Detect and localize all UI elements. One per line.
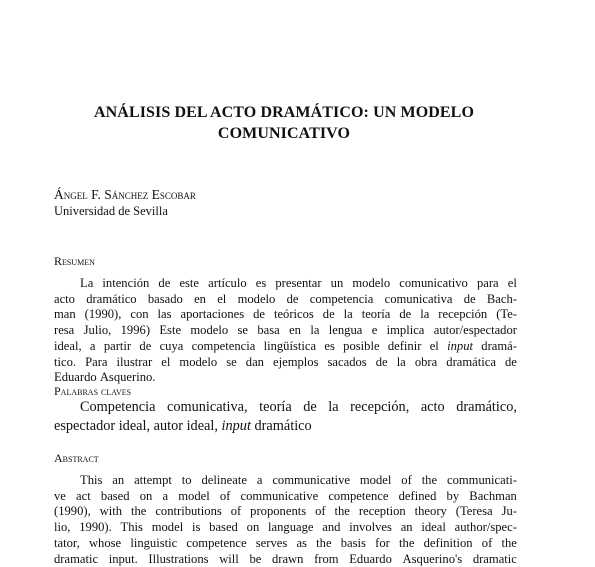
word: Este: [159, 323, 182, 338]
word: will: [219, 551, 239, 566]
word: the: [334, 504, 350, 519]
word: Illustrations: [148, 551, 209, 566]
word: linguistic: [130, 535, 178, 550]
keywords-line-2-suffix: dramático: [254, 418, 312, 434]
word: basa: [257, 323, 280, 338]
word: be: [249, 551, 262, 566]
word: reception: [358, 504, 406, 519]
word: Bachman: [469, 488, 517, 503]
abstract-line: [54, 552, 517, 567]
word: de: [504, 354, 517, 369]
word: Bach-: [486, 291, 517, 306]
word: Julio,: [83, 323, 112, 338]
word: de: [253, 307, 265, 322]
word: de: [463, 291, 476, 306]
keywords-line-2: [54, 417, 517, 436]
resumen-paragraph: [54, 276, 517, 386]
abstract-line: [54, 536, 517, 552]
word: Asquerino's: [402, 551, 463, 566]
word: recepción: [438, 307, 488, 322]
paper-title: [40, 102, 528, 144]
word: obra: [414, 354, 438, 369]
word: an: [112, 473, 125, 487]
word: resa: [54, 323, 75, 338]
word: competencia: [191, 338, 256, 353]
word: de: [286, 291, 299, 306]
word: whose: [88, 535, 122, 550]
word: partir: [103, 338, 132, 353]
word: la: [343, 307, 353, 322]
word: artículo: [208, 276, 247, 290]
word: dan: [245, 354, 264, 369]
word: modelo: [237, 291, 276, 306]
word: posible: [343, 338, 380, 353]
word: la: [310, 323, 320, 338]
word: lio,: [54, 520, 71, 535]
word: competence: [186, 535, 247, 550]
resumen-input-italic: input: [447, 338, 473, 353]
word: el: [161, 354, 171, 369]
word: of: [401, 473, 412, 487]
word: cuya: [159, 338, 184, 353]
word: attempt: [134, 473, 172, 487]
word: dramático: [86, 291, 137, 306]
paper-title-line-2: COMUNICATIVO: [217, 125, 351, 142]
word: based: [209, 520, 238, 535]
word: basado: [147, 291, 183, 306]
word: ideal: [421, 520, 446, 535]
word: Eduardo: [349, 551, 392, 566]
word: on: [139, 488, 153, 503]
word: aportaciones: [180, 307, 245, 322]
word: as: [296, 535, 307, 550]
word: teoría: [361, 307, 391, 322]
word: model: [178, 488, 210, 503]
word: on: [246, 520, 260, 535]
word: un: [330, 276, 344, 290]
word: ve: [54, 488, 66, 503]
abstract-line: [54, 489, 517, 505]
word: involves: [349, 520, 392, 535]
word: en: [194, 291, 206, 306]
author-affiliation: Universidad de Sevilla: [54, 204, 168, 218]
word: the: [316, 535, 332, 550]
word: Eduardo: [54, 370, 97, 385]
word: para: [476, 276, 499, 290]
author-name: Ángel F. Sánchez Escobar: [54, 187, 196, 202]
word: es: [324, 338, 335, 353]
word: se: [237, 323, 249, 338]
word: ilustrar: [116, 354, 153, 369]
word: implica: [386, 323, 425, 338]
word: contributions: [155, 504, 222, 519]
word: presentar: [275, 276, 322, 290]
palabras-claves-heading: Palabras claves: [54, 384, 132, 398]
keywords-line-2-prefix: espectador ideal, autor ideal,: [54, 418, 218, 434]
word: Asquerino.: [99, 370, 156, 385]
word: of: [481, 535, 493, 550]
word: a: [162, 488, 169, 503]
word: proponents: [250, 504, 307, 519]
word: from: [314, 551, 339, 566]
word: con: [130, 307, 149, 322]
word: de: [303, 399, 317, 415]
word: with: [99, 504, 123, 519]
word: definition: [423, 535, 473, 550]
word: defined: [398, 488, 437, 503]
word: Competencia: [80, 399, 156, 415]
word: de: [399, 307, 412, 322]
word: of: [315, 504, 326, 519]
word: theory: [414, 504, 447, 519]
word: autor/espectador: [433, 323, 517, 338]
abstract-heading: Abstract: [54, 451, 99, 465]
word: el: [507, 276, 517, 290]
word: este: [179, 276, 200, 290]
word: 1990).: [79, 520, 112, 535]
word: act: [76, 488, 91, 503]
word: competencia: [309, 291, 374, 306]
word: the: [501, 535, 517, 550]
word: Ju-: [501, 504, 517, 519]
word: ideal,: [54, 338, 82, 353]
word: la: [420, 307, 430, 322]
word: tico.: [54, 354, 77, 369]
resumen-line: [54, 355, 517, 371]
word: (1990),: [54, 504, 91, 519]
abstract-line: [54, 520, 517, 536]
word: to: [181, 473, 192, 487]
word: input.: [108, 551, 138, 566]
word: communicative: [272, 473, 350, 487]
word: las: [157, 307, 172, 322]
word: and: [322, 520, 341, 535]
word: teoría: [259, 399, 292, 415]
resumen-line: [54, 307, 517, 323]
word: acto: [420, 399, 445, 415]
word: competence: [328, 488, 389, 503]
paper-title-line-1: ANÁLISIS DEL ACTO DRAMÁTICO: UN MODELO: [93, 104, 474, 121]
word: tator,: [54, 535, 80, 550]
word: serves: [255, 535, 288, 550]
word: the: [421, 473, 438, 487]
word: comunicativa: [384, 291, 453, 306]
word: el: [217, 291, 227, 306]
word: es: [255, 276, 267, 290]
word: basis: [340, 535, 366, 550]
word: (1990),: [84, 307, 122, 322]
word: modelo: [179, 354, 218, 369]
word: 1996): [120, 323, 151, 338]
word: dramá-: [481, 338, 517, 353]
palabras-claves-text: [54, 398, 517, 436]
abstract-line: [54, 473, 517, 489]
word: teóricos: [273, 307, 314, 322]
word: delineate: [201, 473, 247, 487]
word: comunicativo: [399, 276, 468, 290]
word: the: [131, 504, 147, 519]
word: the: [399, 535, 415, 550]
word: dramático,: [456, 399, 517, 415]
word: for: [375, 535, 390, 550]
word: dramática: [446, 354, 496, 369]
word: de: [158, 276, 171, 290]
word: lengua: [328, 323, 363, 338]
word: This: [80, 473, 103, 487]
word: model: [359, 473, 392, 487]
word: de: [139, 338, 152, 353]
word: definir: [387, 338, 422, 353]
word: man: [54, 307, 76, 322]
word: is: [191, 520, 201, 535]
word: ejemplos: [273, 354, 319, 369]
resumen-line: [54, 292, 517, 308]
word: La: [80, 276, 94, 290]
word: communicative: [240, 488, 319, 503]
word: a: [256, 473, 263, 487]
word: acto: [54, 291, 75, 306]
word: (Teresa: [455, 504, 493, 519]
word: by: [446, 488, 460, 503]
word: sacados: [327, 354, 367, 369]
word: model: [151, 520, 184, 535]
resumen-line: [54, 276, 517, 292]
word: (Te-: [496, 307, 517, 322]
word: de: [375, 354, 388, 369]
word: dramatic: [54, 551, 99, 566]
word: modelo: [352, 276, 391, 290]
abstract-paragraph: [54, 473, 517, 567]
word: modelo: [190, 323, 229, 338]
word: communicati-: [446, 473, 517, 487]
word: Para: [85, 354, 108, 369]
keywords-line-1: [54, 398, 517, 417]
word: lingüística: [263, 338, 317, 353]
word: el: [429, 338, 439, 353]
resumen-heading: Resumen: [54, 254, 95, 268]
keywords-input-italic: input: [221, 418, 251, 434]
word: based: [100, 488, 130, 503]
word: drawn: [271, 551, 304, 566]
word: comunicativa,: [166, 399, 248, 415]
word: en: [289, 323, 301, 338]
word: author/spec-: [454, 520, 517, 535]
word: of: [219, 488, 231, 503]
resumen-line-with-input: [54, 339, 517, 355]
word: e: [371, 323, 378, 338]
abstract-line: [54, 504, 517, 520]
word: la: [396, 354, 406, 369]
word: This: [120, 520, 143, 535]
resumen-line: [54, 323, 517, 339]
word: recepción,: [350, 399, 410, 415]
word: se: [226, 354, 237, 369]
word: la: [328, 399, 339, 415]
word: of: [230, 504, 242, 519]
word: language: [268, 520, 314, 535]
word: a: [89, 338, 96, 353]
word: dramatic: [472, 551, 517, 566]
word: de: [322, 307, 335, 322]
word: intención: [102, 276, 150, 290]
word: an: [400, 520, 413, 535]
